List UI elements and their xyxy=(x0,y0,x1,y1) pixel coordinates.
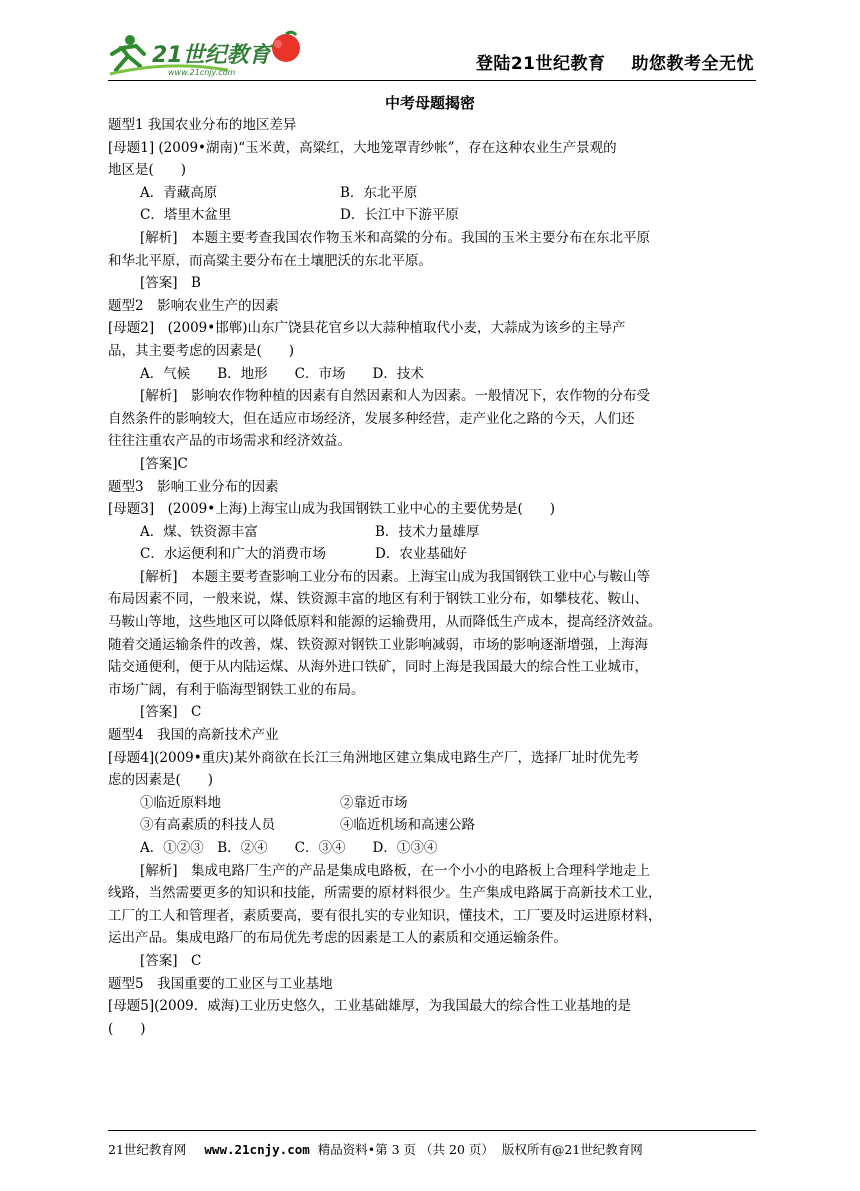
text-line: [解析] 集成电路厂生产的产品是集成电路板，在一个小小的电路板上合理科学地走上 xyxy=(140,862,651,879)
text-line: 题型1 我国农业分布的地区差异 xyxy=(108,117,297,133)
slogan-right: 助您教考全无忧 xyxy=(631,54,754,74)
text-line: 往往注重农产品的市场需求和经济效益。 xyxy=(108,433,351,450)
text-line: 题型5 我国重要的工业区与工业基地 xyxy=(108,975,333,992)
header-slogan xyxy=(476,49,754,74)
text-line: [母题3] (2009•上海)上海宝山成为我国钢铁工业中心的主要优势是( ) xyxy=(108,501,556,518)
footer-site: www.21cnjy.com xyxy=(204,1142,310,1157)
text-line: [答案] B xyxy=(140,275,201,292)
text-line: 虑的因素是( ) xyxy=(108,772,214,789)
text-line: [解析] 本题主要考查我国农作物玉米和高粱的分布。我国的玉米主要分布在东北平原 xyxy=(140,229,651,246)
text-line: 市场广阔，有利于临海型钢铁工业的布局。 xyxy=(108,681,365,698)
option-text: ①临近原料地 xyxy=(140,794,221,811)
text-line: 地区是( ) xyxy=(108,162,187,179)
text-line: A．①②③ B．②④ C．③④ D．①③④ xyxy=(140,840,438,856)
text-line: ( ) xyxy=(108,1020,146,1037)
option-text: ③有高素质的科技人员 xyxy=(140,817,275,834)
footer-left: 21世纪教育网 xyxy=(108,1142,187,1157)
text-line: 品，其主要考虑的因素是( ) xyxy=(108,342,295,359)
option-text: C．水运便利和广大的消费市场 xyxy=(140,546,326,563)
text-line: [答案]C xyxy=(140,455,188,472)
text-line: 工厂的工人和管理者，素质要高，要有很扎实的专业知识，懂技术，工厂要及时运进原材料， xyxy=(108,907,662,924)
text-line: [母题1] (2009•湖南)“玉米黄，高粱红，大地笼罩青纱帐”，存在这种农业生产景观的 xyxy=(108,139,617,156)
option-text: C．塔里木盆里 xyxy=(140,207,232,224)
option-text: A．煤、铁资源丰富 xyxy=(140,523,258,540)
option-row xyxy=(108,182,758,205)
option-text: A．青藏高原 xyxy=(140,184,218,201)
text-line: 马鞍山等地，这些地区可以降低原料和能源的运输费用，从而降低生产成本，提高经济效益。 xyxy=(108,614,662,631)
option-row xyxy=(108,204,758,227)
text-line: 题型2 影响农业生产的因素 xyxy=(108,297,279,314)
footer-copyright: 版权所有@21世纪教育网 xyxy=(501,1142,643,1157)
text-line: [解析] 本题主要考查影响工业分布的因素。上海宝山成为我国钢铁工业中心与鞍山等 xyxy=(140,568,651,585)
option-text: ②靠近市场 xyxy=(340,794,408,811)
text-line: 陆交通便利，便于从内陆运煤、从海外进口铁矿，同时上海是我国最大的综合性工业城市， xyxy=(108,659,648,676)
text-line: 和华北平原，而高粱主要分布在土壤肥沃的东北平原。 xyxy=(108,252,432,269)
text-line: [答案] C xyxy=(140,704,202,721)
page-footer xyxy=(108,1130,756,1162)
option-text: B．东北平原 xyxy=(340,184,418,201)
option-text: B．技术力量雄厚 xyxy=(375,523,480,540)
text-line: [答案] C xyxy=(140,952,202,969)
logo-text: 21世纪教育 xyxy=(152,43,271,68)
option-row xyxy=(108,792,758,815)
text-line: 题型3 影响工业分布的因素 xyxy=(108,478,279,495)
text-line: 自然条件的影响较大，但在适应市场经济，发展多种经营，走产业化之路的今天，人们还 xyxy=(108,410,635,427)
option-row xyxy=(108,521,758,544)
slogan-left: 登陆21世纪教育 xyxy=(475,54,606,74)
site-logo xyxy=(108,30,308,78)
document-body xyxy=(108,114,758,1040)
text-line: [母题4](2009•重庆)某外商欲在长江三角洲地区建立集成电路生产厂，选择厂址时优先考 xyxy=(108,749,639,766)
option-text: D．长江中下游平原 xyxy=(340,207,459,224)
option-row xyxy=(108,814,758,837)
text-line: [解析] 影响农作物种植的因素有自然因素和人为因素。一般情况下，农作物的分布受 xyxy=(140,388,651,405)
footer-page: 精品资料•第 3 页 （共 20 页） xyxy=(317,1142,494,1157)
text-line: 线路，当然需要更多的知识和技能，所需要的原材料很少。生产集成电路属于高新技术工业， xyxy=(108,885,662,902)
text-line: 题型4 我国的高新技术产业 xyxy=(108,727,279,744)
text-line: 布局因素不同，一般来说，煤、铁资源丰富的地区有利于钢铁工业分布，如攀枝花、鞍山、 xyxy=(108,591,648,608)
option-text: D．农业基础好 xyxy=(375,546,467,563)
option-row xyxy=(108,543,758,566)
page-title: 中考母题揭密 xyxy=(384,94,475,112)
logo-url: www.21cnjy.com xyxy=(168,68,236,77)
text-line: [母题2] (2009•邯郸)山东广饶县花官乡以大蒜种植取代小麦，大蒜成为该乡的主导产 xyxy=(108,320,626,337)
page-header xyxy=(108,28,756,81)
text-line: A．气候 B．地形 C．市场 D．技术 xyxy=(140,365,424,382)
text-line: 随着交通运输条件的改善，煤、铁资源对钢铁工业影响减弱，市场的影响逐渐增强，上海海 xyxy=(108,636,648,653)
text-line: [母题5](2009．威海)工业历史悠久，工业基础雄厚，为我国最大的综合性工业基地的是 xyxy=(108,998,632,1015)
option-text: ④临近机场和高速公路 xyxy=(340,817,475,834)
text-line: 运出产品。集成电路厂的布局优先考虑的因素是工人的素质和交通运输条件。 xyxy=(108,930,567,947)
